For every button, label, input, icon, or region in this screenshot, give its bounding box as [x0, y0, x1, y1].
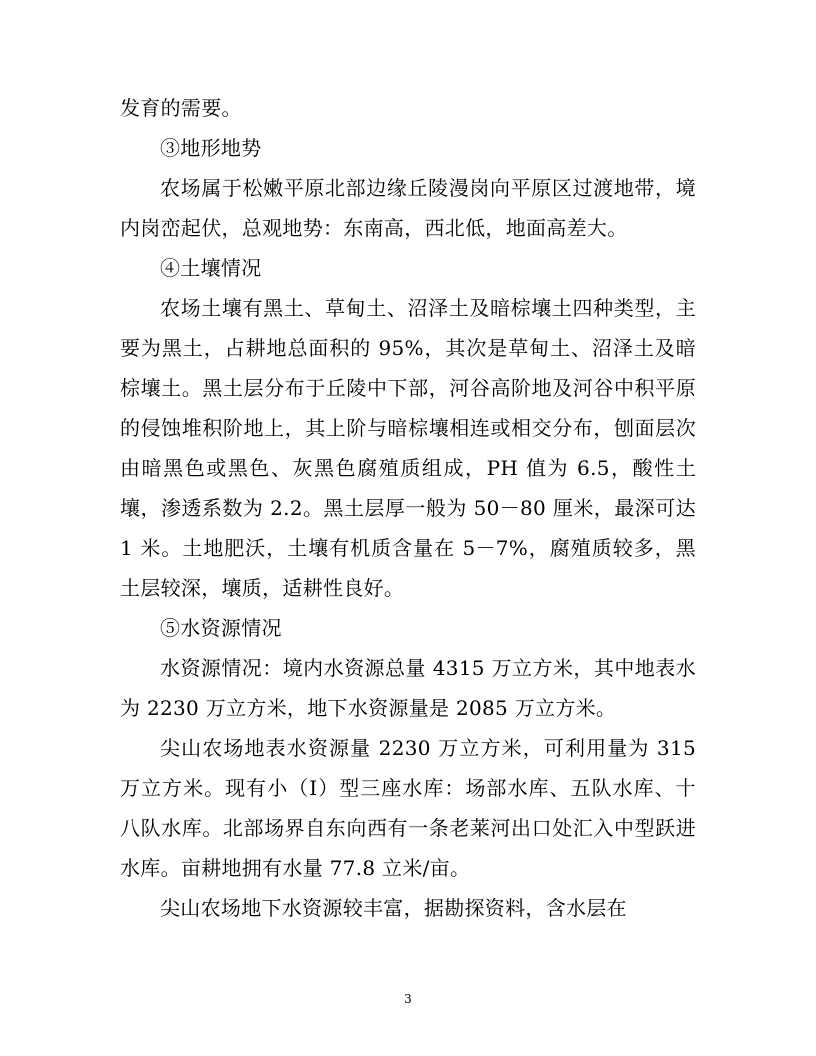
paragraph-soil: 农场土壤有黑土、草甸土、沼泽土及暗棕壤土四种类型，主要为黑土，占耕地总面积的 95%，其次是草甸土、沼泽土及暗棕壤土。黑土层分布于丘陵中下部，河谷高阶地及河谷中积平原的侵蚀堆积阶地上，其上阶与暗棕壤相连或相交分布，刨面层次由暗黑色或黑色、灰黑色腐殖质组成，PH 值为 6.5，酸性土壤，渗透系数为 2.2。黑土层厚一般为 50－80 厘米，最深可达 1 米。土地肥沃，土壤有机质含量在 5－7%，腐殖质较多，黑土层较深，壤质，适耕性良好。: [120, 296, 696, 600]
paragraph-groundwater: 尖山农场地下水资源较丰富，据勘探资料，含水层在: [160, 896, 627, 920]
paragraph-surface-water: 尖山农场地表水资源量 2230 万立方米，可利用量为 315 万立方米。现有小（I）型三座水库：场部水库、五队水库、十八队水库。北部场界自东向西有一条老莱河出口处汇入中型跃进水库。亩耕地拥有水量 77.8 立米/亩。: [120, 736, 696, 880]
section-heading-terrain: ③地形地势: [160, 136, 262, 160]
paragraph-continuation: 发育的需要。: [120, 96, 242, 120]
paragraph-terrain: 农场属于松嫩平原北部边缘丘陵漫岗向平原区过渡地带，境内岗峦起伏，总观地势：东南高，西北低，地面高差大。: [120, 176, 696, 240]
page-number: 3: [404, 992, 412, 1006]
document-body: [120, 88, 696, 928]
paragraph-water-total: 水资源情况：境内水资源总量 4315 万立方米，其中地表水为 2230 万立方米，地下水资源量是 2085 万立方米。: [120, 656, 696, 720]
section-heading-water: ⑤水资源情况: [160, 616, 282, 640]
section-heading-soil: ④土壤情况: [160, 256, 262, 280]
